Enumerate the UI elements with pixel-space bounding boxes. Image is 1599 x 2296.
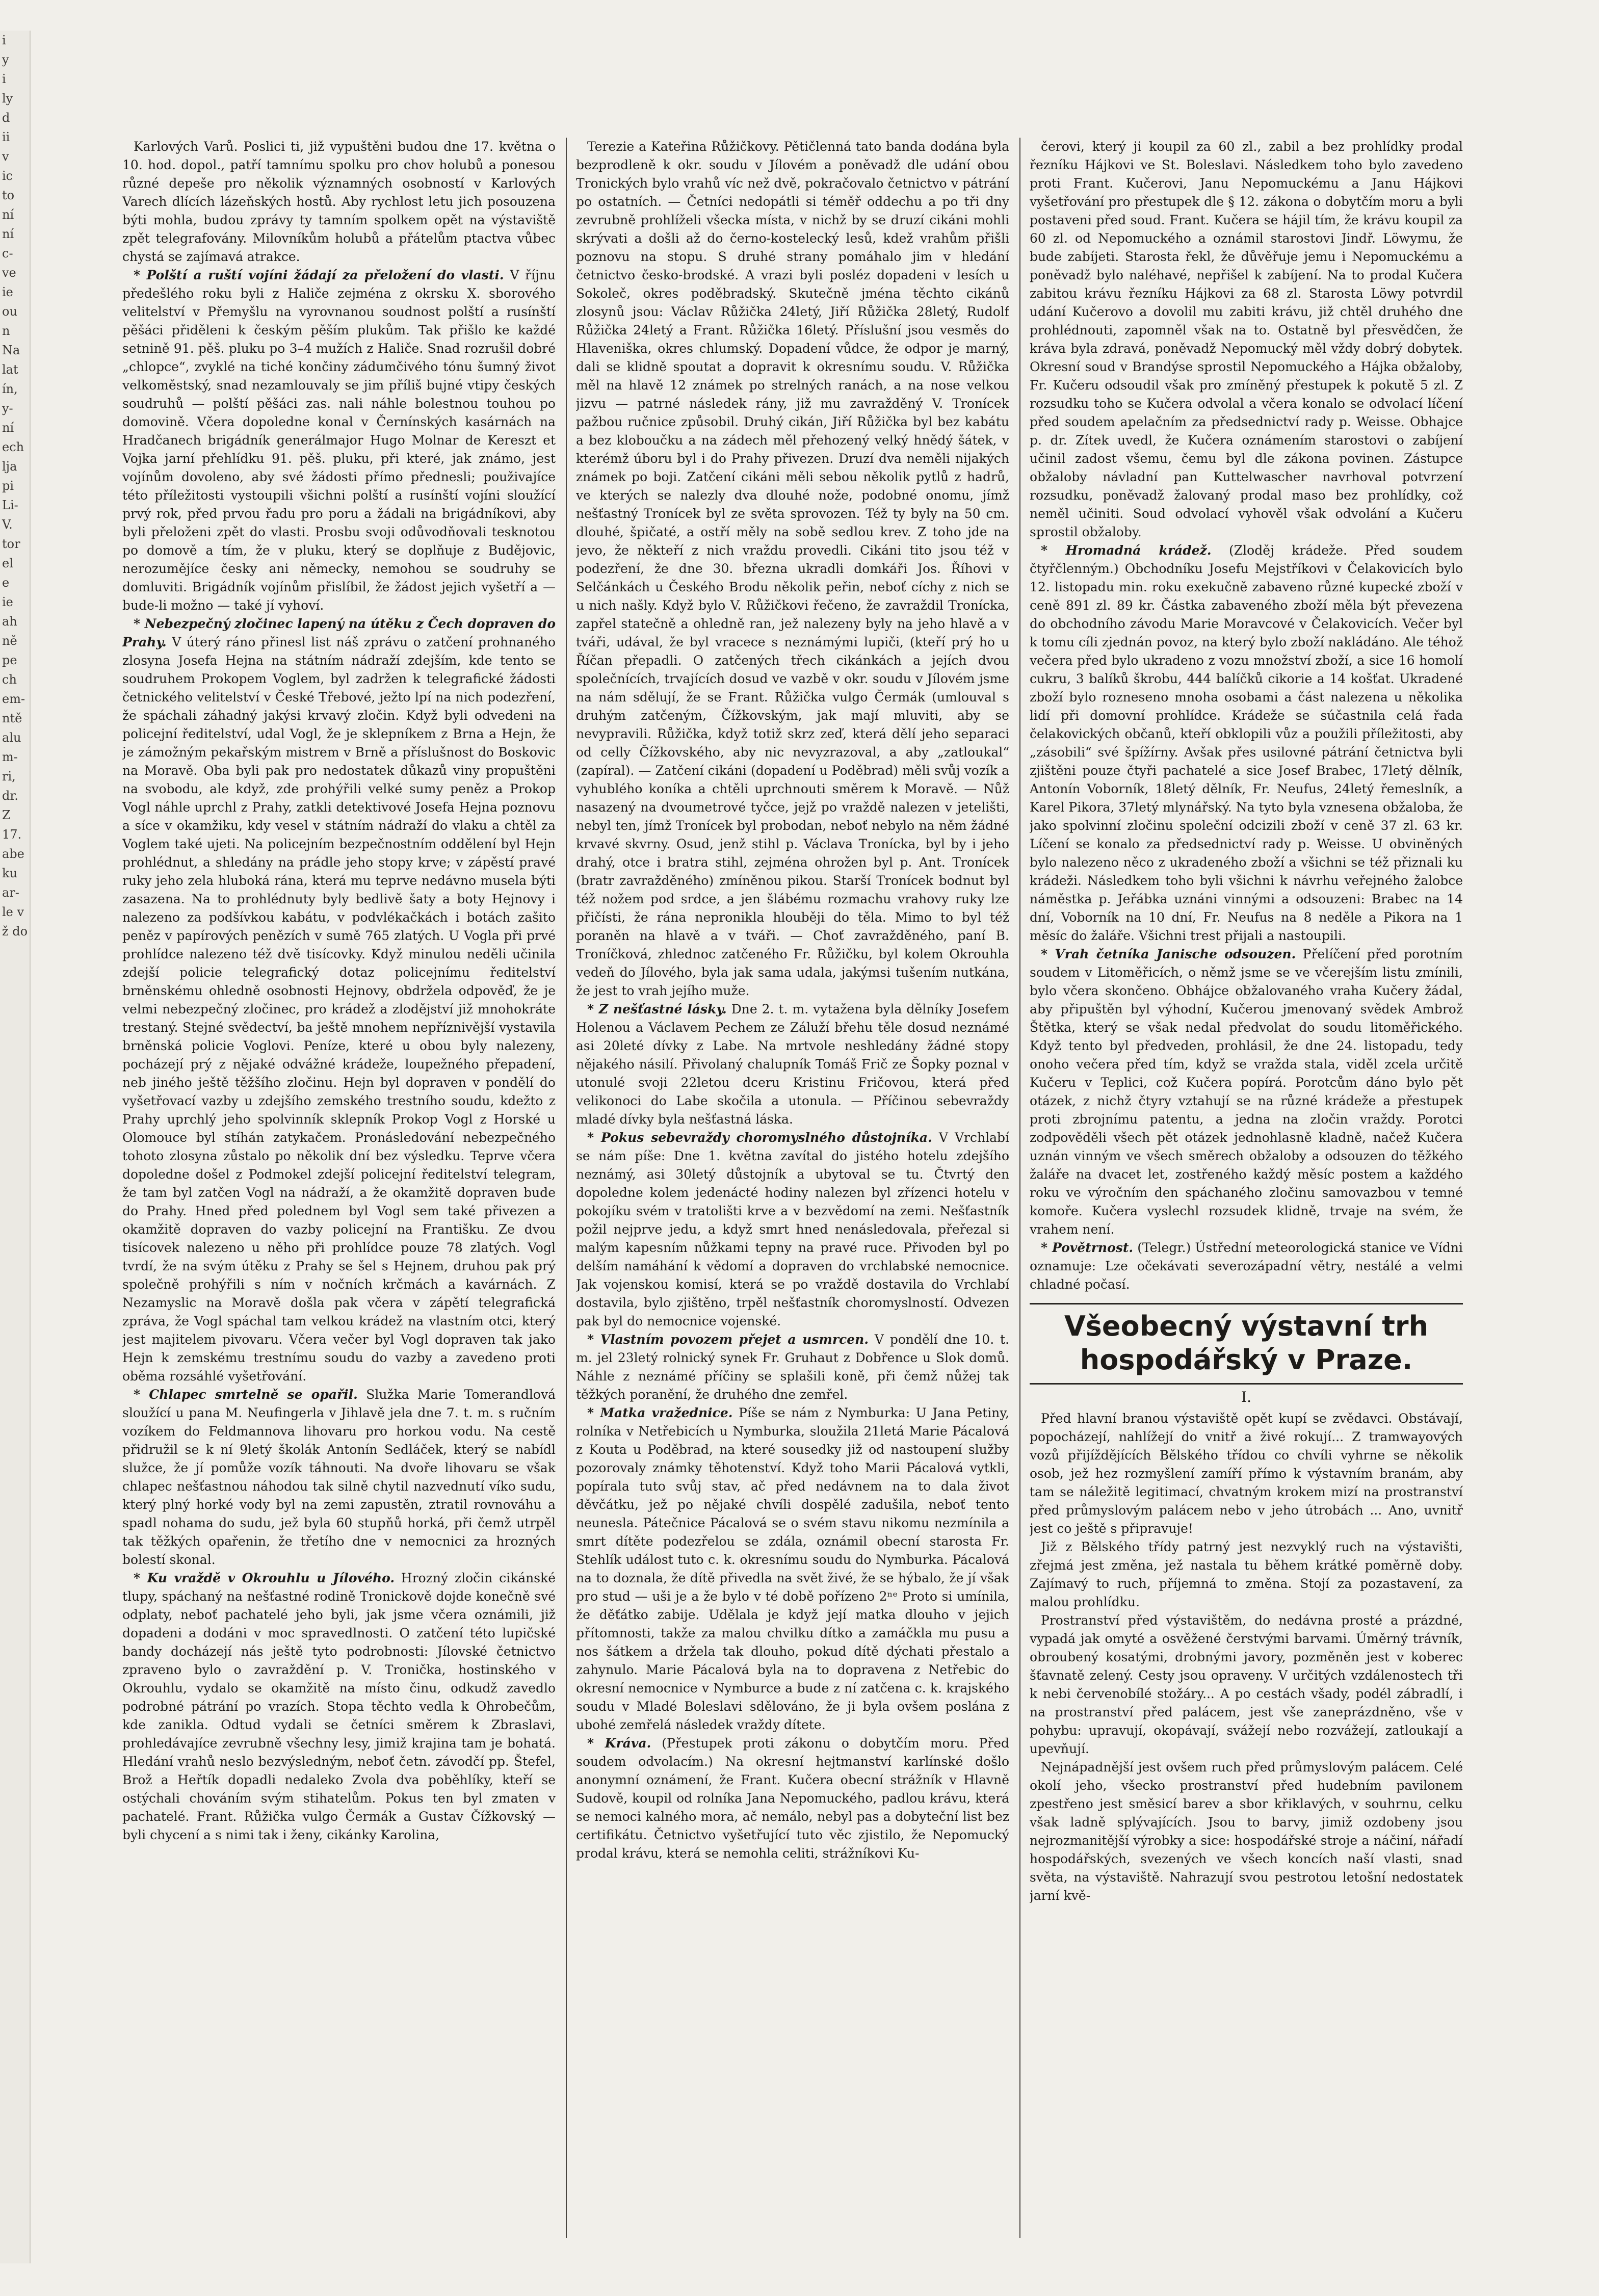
- margin-fragment: abe: [2, 847, 24, 861]
- margin-fragment: dr.: [2, 789, 18, 803]
- margin-fragment: ar-: [2, 885, 19, 900]
- article-paragraph: [1030, 541, 1463, 945]
- margin-fragment: em-: [2, 692, 25, 706]
- article-headline: * Hromadná krádež.: [1041, 543, 1212, 558]
- section-title: Všeobecný výstavní trh hospodářský v Praze.: [1030, 1303, 1463, 1385]
- margin-fragment: ž do: [2, 924, 28, 938]
- article-paragraph: [122, 138, 556, 266]
- margin-fragment: d: [2, 111, 10, 125]
- article-body: (Telegr.) Ústřední meteorologická stanice ve Vídni oznamuje: Lze očekávati severozápadní větry, nestálé a velmi chladné počasí.: [1030, 1240, 1463, 1292]
- margin-fragment: V.: [2, 517, 13, 532]
- margin-fragment: ii: [2, 130, 10, 144]
- margin-fragment: ri,: [2, 769, 16, 784]
- article-paragraph: [1030, 945, 1463, 1239]
- margin-fragment: e: [2, 576, 10, 590]
- column-rule: [566, 138, 567, 2238]
- article-body: (Zloděj krádeže. Před soudem čtyřčlenným.) Obchodníku Josefu Mejstříkovi v Čelakovicích bylo 12. listopadu min. roku exekučně zabaveno různé kupecké zboží v ceně 891 zl. 89 kr. Částka zabaveného zboží měla být převezena do obchodního závodu Marie Moravcové v Čelakovicích. Večer byl k tomu cíli zjednán povoz, na který bylo zboží nakládáno. Ale téhož večera před bylo ukradeno z vozu množství zboží, a sice 16 homolí cukru, 3 balíků škrobu, 444 balíčků cikorie a 14 košťat. Ukradené zboží bylo rozneseno mnoha osobami a část nalezena u několika lidí při domovní prohlídce. Krádeže se súčastnila celá řada čelakovických občanů, kteří obklopili vůz a použili příležitosti, aby „zásobili“ své špížírny. Avšak přes usilovné pátrání četnictva byli zjištěni pouze čtyři pachatelé a sice Josef Brabec, 17letý dělník, Antonín Voborník, 18letý dělník, Fr. Neufus, 24letý řemeslník, a Karel Pikora, 37letý mlynářský. Na tyto byla vznesena obžaloba, že jako spolvinní zločinu společní odcizili zboží v ceně 37 zl. 63 kr. Líčení se konalo za předsednictví rady p. Weisse. U obviněných bylo nalezeno něco z ukradeného zboží a všichni se též přiznali ku krádeži. Následkem toho byli všichni k návrhu veřejného žalobce náměstka p. Jeřábka uznáni vinnými a odsouzeni: Brabec na 14 dní, Voborník na 10 dní, Fr. Neufus na 8 neděle a Pikora na 1 měsíc do žaláře. Všichni trest přijali a nastoupili.: [1030, 543, 1463, 943]
- margin-fragment: i: [2, 72, 6, 86]
- margin-fragment: lja: [2, 459, 17, 474]
- article-headline: * Chlapec smrtelně se opařil.: [134, 1387, 358, 1402]
- margin-fragment: ou: [2, 304, 17, 319]
- article-body: čerovi, který ji koupil za 60 zl., zabil a bez prohlídky prodal řezníku Hájkovi ve St. Boleslavi. Následkem toho bylo zavedeno proti Frant. Kučerovi, Janu Nepomuckému a Janu Hájkovi vyšetřování pro přestupek dle § 12. zákona o dobytčím moru a byli postaveni před soud. Frant. Kučera se hájil tím, že krávu koupil za 60 zl. od Nepomuckého a oznámil starostovi Jindř. Löwymu, že bude zabíjeti. Starosta řekl, že důvěřuje jemu i Nepomuckému a poněvadž bylo naléhavé, nepřišel k zabíjení. Na to prodal Kučera zabitou krávu řezníku Hájkovi za 68 zl. Starosta Löwy potvrdil udání Kučerovo a dovolil mu zabiti krávu, již chtěl druhého dne prohlédnouti, zapomněl však na to. Ostatně byl přesvědčen, že kráva byla zdravá, poněvadž Nepomucký měl vždy dobrý dobytek. Okresní soud v Brandýse sprostil Nepomuckého a Hájka obžaloby, Fr. Kučeru odsoudil však pro zmíněný přestupek k pokutě 5 zl. Z rozsudku toho se Kučera odvolal a včera konalo se odvolací líčení před soudem apelačním za předsednictví rady p. Weisse. Obhajce p. dr. Zítek uvedl, že Kučera oznámením starostovi o zabíjení učinil zadost všemu, čemu byl dle zákona povinen. Zástupce obžaloby návladní pan Kuttelwascher navrhoval potvrzení rozsudku, poněvadž žalovaný prodal maso bez prohlídky, což neměl učiniti. Soud odvolací vyhověl však odvolání a Kučeru sprostil obžaloby.: [1030, 139, 1463, 539]
- margin-fragment: ic: [2, 169, 13, 183]
- article-headline: * Vlastním povozem přejet a usmrcen.: [587, 1332, 869, 1347]
- article-paragraph: Nejnápadnější jest ovšem ruch před průmyslovým palácem. Celé okolí jeho, všecko prostranství před hudebním pavilonem zpestřeno jest směsicí barev a sbor křiklavých, v souhrnu, celku však ladně splývajících. Jsou to barvy, jimiž ozdobeny jsou nejrozmanitější výrobky a sice: hospodářské stroje a náčiní, nářadí hospodářských, svezených ve všech koncích naší vlasti, snad světa, na výstaviště. Nahrazují svou pestrotou letošní nedostatek jarní kvě-: [1030, 1760, 1463, 1903]
- article-paragraph: [122, 266, 556, 615]
- article-paragraph: [576, 1330, 1009, 1404]
- article-paragraph: [122, 1386, 556, 1569]
- margin-fragment: ch: [2, 672, 17, 687]
- article-body: Dne 2. t. m. vytažena byla dělníky Josefem Holenou a Václavem Pechem ze Záluží břehu těle dosud neznámé asi 20leté dívky z Labe. Na mrtvole neshledány žádné stopy nějakého násilí. Přivolaný chalupník Tomáš Frič ze Šopky poznal v utonulé svoji 22letou dceru Kristinu Fričovou, která před velikonoci do Labe skočila a utonula. — Příčinou sebevraždy mladé dívky byla nešťastná láska.: [576, 1002, 1009, 1127]
- margin-fragment: alu: [2, 730, 21, 745]
- margin-fragment: ie: [2, 285, 13, 299]
- article-paragraph: [576, 1129, 1009, 1330]
- margin-fragment: ve: [2, 266, 16, 280]
- margin-fragment: v: [2, 149, 9, 164]
- article-body: (Přestupek proti zákonu o dobytčím moru. Před soudem odvolacím.) Na okresní hejtmanství karlínské došlo anonymní oznámení, že Frant. Kučera obecní strážník v Hlavně Sudově, koupil od rolníka Jana Nepomuckého, padlou krávu, která se nemoci kalného mora, ač nemálo, nebyl pas a dobyteční list bez certifikátu. Četnictvo vyšetřující tuto věc zjistilo, že Nepomucký prodal krávu, která se nemohla celiti, strážníkovi Ku-: [576, 1736, 1009, 1861]
- margin-fragment: pe: [2, 653, 17, 667]
- margin-fragment: c-: [2, 246, 13, 260]
- margin-fragment: ně: [2, 634, 17, 648]
- margin-fragment: Z 17.: [2, 808, 22, 842]
- section-number: I.: [1241, 1389, 1251, 1405]
- margin-fragment: ah: [2, 614, 17, 629]
- article-body: Píše se nám z Nymburka: U Jana Petiny, rolníka v Netřebicích u Nymburka, sloužila 21letá Marie Pácalová z Kouta u Poděbrad, na které sousedky již od nastoupení služby pozorovaly známky těhotenství. Když toho Marii Pácalová vytkli, popírala tuto svůj stav, ač před nedávnem na to dala život děvčátku, jež po nějaké chvíli dospělé zadušila, neboť tento neunesla. Pátečnice Pácalová se o svém stavu nikomu nezmínila a smrt dítěte podezřelou se zdála, oznámil obecní starosta Fr. Stehlík událost tuto c. k. okresnímu soudu do Nymburka. Pácalová na to doznala, že dítě přivedla na svět živé, že se hýbalo, že jí však pro stud — uši je a že bylo v té době pořízeno 2ⁿᵉ Proto si umínila, že děťátko zabije. Udělala je když její matka dlouho v jejich přítomnosti, takže za malou chvilku dítko a zamáčkla mu pusu a nos šátkem a držela tak dlouho, pokud dítě dýchati přestalo a zahynulo. Marie Pácalová byla na to dopravena z Netřebic do okresní nemocnice v Nymburce a bude z ní zatčena c. k. krajského soudu v Mladé Boleslavi sdělováno, že ji byla ovšem poslána z ubohé zemřelá následek vraždy dítete.: [576, 1405, 1009, 1732]
- article-paragraph: [1030, 1239, 1463, 1294]
- margin-fragment: ly: [2, 91, 13, 106]
- margin-fragment: Li-: [2, 498, 18, 512]
- margin-fragment: to: [2, 188, 15, 202]
- article-headline: * Z nešťastné lásky.: [587, 1002, 727, 1016]
- margin-fragment: i: [2, 33, 6, 47]
- article-headline: * Pokus sebevraždy choromyslného důstojníka.: [587, 1130, 932, 1145]
- article-body: Terezie a Kateřina Růžičkovy. Pětičlenná tato banda dodána byla bezprodleně k okr. soudu v Jílovém a poněvadž dle udání obou Tronických bylo vrahů víc než dvě, pokračovalo četnictvo v pátrání po ostatních. — Četníci nedopátli si téměř oddechu a po tři dny zevrubně prohlíželi všecka místa, v nichž by se druzí cikáni mohli skrývati a došli až do černo-kostelecký lesů, kdež vrahům přišli poznovu na stopu. S druhé strany pomáhalo jim v hledání četnictvo česko-brodské. A vrazi byli posléz dopadeni v lesích u Sokoleč, okres poděbradský. Skutečně jména těchto cikánů zlosynů jsou: Václav Růžička 24letý, Jiří Růžička 28letý, Rudolf Růžička 24letý a Frant. Růžička 16letý. Příslušní jsou vesměs do Hlaveniška, okres chlumský. Dopadení vůdce, že odpor je marný, dali se klidně spoutat a dopravit k okresnímu soudu. V. Růžička měl na hlavě 12 známek po strelných ranách, a na nose velkou jizvu — patrné následek rány, již mu zavražděný V. Tronícek pažbou ručnice způsobil. Druhý cikán, Jiří Růžička byl bez kabátu a bez kloboučku a na zádech měl přehozený velký hnědý šátek, v kterémž úboru byl i do Prahy přivezen. Druzí dva neměli nijakých známek po boji. Zatčení cikáni měli sebou několik pytlů z hadrů, ve kterých se nalezly dva dlouhé nože, podobné onomu, jímž nešťastný Tronícek byl ze světa sprovozen. Též ty byly na 50 cm. dlouhé, špičaté, a ostří měly na sobě sedlou krev. Z toho jde na jevo, že někteří z nich vraždu provedli. Cikáni tito jsou též v podezření, že dne 30. března ukradli domkáři Jos. Říhovi v Selčánkách u Českého Brodu několik peřin, neboť cíchy z nich se u nich našly. Když bylo V. Růžičkovi řečeno, že zavraždil Tronícka, zapřel statečně a ohledně ran, jež nalezeny byly na jeho hlavě a v tváři, udával, že byl vracece s neznámými lupiči, (kteří prý ho u Říčan přepadli. O zatčených třech cikánkách a jejích dvou společnících, trvajících dosud ve vazbě v okr. soudu v Jílovém jsme na nám sdělují, že se Frant. Růžička vulgo Čermák (umlouval s druhým zatčeným, Čížkovským, jak mají mluviti, aby se nevypravili. Růžička, když totiž skrz zeď, která dělí jeho separaci od celly Čížkovského, aby nic nevyzrazoval, a aby „zatloukal“ (zapíral). — Zatčení cikáni (dopadení u Poděbrad) měli svůj vozík a vyhublého koníka a chtěli uprchnouti směrem k Moravě. — Nůž nasazený na dvoumetrové tyčce, jejž po vraždě nalezen v jetelišti, nebyl ten, jímž Tronícek byl probodan, neboť nebylo na něm žádné krvavé skvrny. Osud, jenž stihl p. Václava Tronícka, byl by i jeho drahý, otce i bratra stihl, zejména ohrožen byl p. Ant. Tronícek (bratr zavražděného) zmíněnou pikou. Starší Tronícek bodnut byl též nožem pod srdce, a jen šlábému rozmachu vrahovy ruky lze přičísti, že rána nepronikla hlouběji do těla. Mimo to byl též poraněn na hlavě a v tváři. — Choť zavražděného, paní B. Troníčková, zhlednoc zatčeného Fr. Růžičku, byl kolem Okrouhla vedeň do Jílového, byla jak sama udala, jakýmsi tušením nutkána, že jest to vrah jejího muže.: [576, 139, 1009, 998]
- margin-fragment: ní: [2, 227, 14, 241]
- article-body: V říjnu předešlého roku byli z Haliče zejména z okrsku X. sborového velitelství v Přemyšlu na vyrovnanou soudnost polští a rusínští pěšáci přiděleni k českým pěším plukům. Tak přišlo ke každé setnině 91. pěš. pluku po 3–4 mužích z Haliče. Snad rozrušil dobré „chlopce“, zvyklé na tiché končiny zádumčivého tónu šumný život velkoměstský, snad nezamlouvaly se jim příliš bujné vtipy českých soudruhů — polští pěšáci zas. nali náhle bolestnou touhou po domovině. Včera dopoledne konal v Černínských kasárnách na Hradčanech brigádník generálmajor Hugo Molnar de Kereszt et Vojka jarní přehlídku 91. pěš. pluku, při které, jak známo, jest vojínům dovoleno, aby své žádosti přímo přednesli; použivajíce této příležitosti vystoupili všichni polští a rusínští vojíni sloužící prvý rok, před prvou řadu pro poru a žádali na brigádníkovi, aby byli přeloženi zpět do vlasti. Prosbu svoji odůvodňovali tesknotou po domově a tím, že v pluku, který se doplňuje z Budějovic, nerozumějíce česky ani německy, nemohou se soudruhy se domluviti. Brigádník vojínům přislíbil, že žádost jejich vyšetří a — bude-li možno — také jí vyhoví.: [122, 268, 556, 613]
- newspaper-page: [122, 138, 1468, 2253]
- article-paragraph: [122, 1569, 556, 1844]
- article-headline: * Polští a ruští vojíni žádají za přeložení do vlasti.: [134, 268, 504, 282]
- margin-fragment: tor: [2, 537, 20, 551]
- article-paragraph: Před hlavní branou výstaviště opět kupí se zvědavci. Obstávají, popocházejí, nahlížejí do vnitř a živé rokují... Z tramwayových vozů přijíždějících Bělského třídou co chvíli vyhrne se několik osob, jež hez rozmyšlení zamíří přímo k výstavním branám, aby tam se náležitě legitimací, chvatným krokem mizí na prostranství před průmyslovým palácem nebo v jeho útrobách ... Ano, uvnitř jest co ještě s připravuje!: [1030, 1411, 1463, 1536]
- article-paragraph: [122, 615, 556, 1386]
- article-headline: * Povětrnost.: [1041, 1240, 1134, 1255]
- article-headline: * Ku vraždě v Okrouhlu u Jílového.: [134, 1571, 395, 1585]
- article-paragraph: [1030, 138, 1463, 541]
- column-1: [122, 138, 556, 2238]
- margin-fragment: m-: [2, 750, 18, 764]
- article-headline: * Vrah četníka Janische odsouzen.: [1041, 947, 1296, 961]
- margin-fragment: n: [2, 324, 10, 338]
- column-2: [576, 138, 1009, 2238]
- article-paragraph: [576, 1734, 1009, 1863]
- margin-fragment: el: [2, 556, 13, 570]
- article-body: Karlových Varů. Poslici ti, již vypuštěni budou dne 17. května o 10. hod. dopol., patří tamnímu spolku pro chov holubů a ponesou různé depeše pro několik významných osobností v Karlových Varech dlících lázeňských hostů. Aby rychlost letu jich posouzena býti mohla, budou zprávy ty tamním spolkem opět na výstaviště zpět telegrafovány. Milovníkům holubů a přátelům ptactva vůbec chystá se zajímavá atrakce.: [122, 139, 556, 264]
- margin-fragment: ní: [2, 207, 14, 222]
- margin-fragment: ie: [2, 595, 13, 609]
- margin-fragment: ku: [2, 866, 17, 880]
- column-3: [1030, 138, 1463, 2238]
- column-rule: [1019, 138, 1020, 2238]
- margin-fragment: ech: [2, 440, 24, 454]
- margin-fragment: le v: [2, 905, 24, 919]
- margin-fragment: ntě: [2, 711, 22, 725]
- margin-fragment: ín,: [2, 382, 18, 396]
- article-headline: * Nebezpečný zločinec lapený na útěku z Čech dopraven do Prahy.: [122, 616, 556, 649]
- article-paragraph: Již z Bělského třídy patrný jest nezvyklý ruch na výstavišti, zřejmá jest změna, jež nastala tu během krátké poměrně doby. Zajímavý to ruch, příjemná to změna. Stojí za pozastavení, za malou prohlídku.: [1030, 1540, 1463, 1609]
- article-body: V Vrchlabí se nám píše: Dne 1. května zavítal do jistého hotelu zdejšího neznámý, asi 30letý důstojník a ubytoval se tu. Čtvrtý den dopoledne kolem jedenácté hodiny nalezen byl zřízenci hotelu v pokojíku svém v tratolišti krve a v bezvědomí na zemi. Nešťastník požil nejprve jedu, a když smrt hned nenásledovala, přeřezal si malým kapesním nůžkami tepny na pravé ruce. Přivoden byl po delším namáhání k vědomí a dopraven do vrchlabské nemocnice. Jak vojenskou komisí, která se po vraždě dostavila do Vrchlabí dostavila, bylo zjištěno, trpěl nešťastník choromyslností. Odvezen pak byl do nemocnice vojenské.: [576, 1130, 1009, 1328]
- article-body: Služka Marie Tomerandlová sloužící u pana M. Neufingerla v Jihlavě jela dne 7. t. m. s ručním vozíkem do Feldmannova lihovaru pro horkou vodu. Na cestě přidružil se k ní 9letý školák Antonín Sedláček, který se nabídl služce, že jí pomůže vozík táhnouti. Na dvoře lihovaru se však chlapec nešťastnou náhodou tak silně chytil nazvednutí víko sudu, který plný horké vody byl na zemi zapustěn, ztratil rovnováhu a spadl nohama do sudu, jež byla 60 stupňů horká, při čemž utrpěl tak těžkých opařenin, že třetího dne v nemocnici za hrozných bolestí skonal.: [122, 1387, 556, 1567]
- adjacent-page-margin: [0, 31, 31, 2263]
- article-paragraph: [576, 138, 1009, 1000]
- margin-fragment: lat: [2, 362, 18, 377]
- article-body: Hrozný zločin cikánské tlupy, spáchaný na nešťastné rodině Tronickově dojde konečně své odplaty, neboť pachatelé jeho byli, jak jsme včera oznámili, již dopadeni a dodáni v moc spravedlnosti. O zatčení této lupičské bandy docházejí nás ještě tyto podrobnosti: Jílovské četnictvo zpraveno bylo o zavraždění p. V. Tronička, hostinského v Okrouhlu, vydalo se okamžitě na místo činu, odkudž zavedlo podrobné pátrání po vrazích. Stopa těchto vedla k Ohrobečům, kde zanikla. Odtud vydali se četníci směrem k Zbraslavi, prohledávajíce zevrubně všechny lesy, jimiž krajina tam je bohatá. Hledání vrahů neslo bezvýsledným, neboť četn. závodčí pp. Štefel, Brož a Heřtík dopadli nedaleko Zvola dva poběhlíky, kteří se ostýchali chováním svým stihatelům. Pokus ten byl zmaten v pachatelé. Frant. Růžička vulgo Čermák a Gustav Čížkovský — byli chycení a s nimi tak i ženy, cikánky Karolina,: [122, 1571, 556, 1842]
- article-body: Přelíčení před porotním soudem v Litoměřicích, o němž jsme se ve včerejším listu zmínili, bylo včera skončeno. Obhájce obžalovaného vraha Kučery žádal, aby připuštěn byl výhodní, Kučerou jmenovaný svědek Ambrož Štětka, který se však nedal předvolat do soudu litoměřického. Když tento byl předveden, prohlásil, že dne 24. listopadu, tedy onoho večera před tím, když se vražda stala, viděl zcela určitě Kučeru v Teplici, což Kučera popírá. Porotcům dáno bylo pět otázek, z nichž čtyry vztahují se na různé krádeže a přestupek proti zbrojnímu patentu, a jedna na zločin vraždy. Porotci zodpověděli všech pět otázek jednohlasně kladně, načež Kučera uznán vinným ve všech směrech obžaloby a odsouzen do těžkého žaláře na dvacet let, zostřeného každý měsíc postem a každého roku ve výročním den spáchaného zločinu samovazbou v temné komoře. Kučera vyslechl rozsudek klidně, trvaje na svém, že vrahem není.: [1030, 947, 1463, 1237]
- margin-fragment: Na: [2, 343, 20, 357]
- article-paragraph: [576, 1000, 1009, 1129]
- margin-fragment: y: [2, 53, 9, 67]
- margin-fragment: pi: [2, 479, 14, 493]
- article-body: V pondělí dne 10. t. m. jel 23letý rolnický synek Fr. Gruhaut z Dobřence u Slok domů. Náhle z neznámé příčiny se splašili koně, při čemž nůžej tak těžkých poranění, že druhého dne zemřel.: [576, 1332, 1009, 1402]
- article-headline: * Kráva.: [587, 1736, 651, 1751]
- margin-fragment: ní: [2, 421, 14, 435]
- article-body: V úterý ráno přinesl list náš zprávu o zatčení prohnaného zlosyna Josefa Hejna na státním nádraží zdejším, kde tento se soudruhem Prokopem Voglem, byl zadržen k telegrafické žádosti četnického velitelství v České Třebové, ježto lpí na nich podezření, že spáchali záhadný jakýsi krvavý zločin. Když byli odvedeni na policejní ředitelství, udal Vogl, že je sklepníkem z Brna a Hejn, že je zámožným pekařským mistrem v Brně a příslušnost do Boskovic na Moravě. Oba byli pak pro nedostatek důkazů viny propuštěni na svobodu, ale když, zde prohýřili velké sumy peněz a Prokop Vogl náhle uprchl z Prahy, zatkli detektivové Josefa Hejna poznovu a síce v okamžiku, kdy vesel v státním nádraží do vlaku a chtěl za Voglem také ujeti. Na policejním bezpečnostním oddělení byl Hejn prohlédnut, a shledány na prádle jeho stopy krve; v zápěstí pravé ruky jeho zela hluboká rána, která mu teprve nedávno musela býti zasazena. Na to prohlédnuty byly bedlivě šaty a boty Hejnovy i nalezeno za podšívkou kabátu, v podvlékačkách i botách zašito peněz v papírových penězích v sumě 765 zlatých. U Vogla při prvé prohlídce nalezeno též dvě tisícovky. Když minulou neděli učinila zdejší policie telegrafický dotaz policejnímu ředitelství brněnskému ohledně osobnosti Hejnovy, obdržela odpověď, že je velmi nebezpečný zločinec, pro krádež a zlodějství již mnohokráte trestaný. Stejné svědectví, ba ještě mnohem nepříznivější vystavila brněnská policie Voglovi. Peníze, které u obou byly nalezeny, pocházejí prý z nějaké odvážné krádeže, loupežného přepadení, neb jiného ještě těžšího zločinu. Hejn byl dopraven v pondělí do vyšetřovací vazby u zdejšího zemského trestního soudu, kdežto z Prahy uprchlý jeho spolvinník sklepník Prokop Vogl z Horské u Olomouce byl stíhán zatykačem. Pronásledování nebezpečného tohoto zlosyna zůstalo po několik dní bez výsledku. Teprve včera dopoledne došel z Podmokel zdejší policejní ředitelství telegram, že tam byl zatčen Vogl na nádraží, a že okamžitě dopraven bude do Prahy. Hned před polednem byl Vogl sem také přivezen a okamžitě dopraven do vazby policejní na Františku. Ze dvou tisícovek nalezeno u něho při prohlídce pouze 78 zlatých. Vogl tvrdí, že na svým útěku z Prahy se šel s Hejnem, druhou pak prý společně prohýřili s ním v nočních krčmách a kavárnách. Z Nezamyslic na Moravě došla pak včera v zápětí telegrafická zpráva, že Vogl spáchal tam velkou krádež na vlastním otci, který jest majitelem pivovaru. Včera večer byl Vogl dopraven tak jako Hejn k zemskému trestnímu soudu do vazby a zavedeno proti oběma rozsáhlé vyšetřování.: [122, 635, 556, 1384]
- article-paragraph: Prostranství před výstavištěm, do nedávna prosté a prázdné, vypadá jak omyté a osvěžené čerstvými barvami. Úměrný trávník, obroubený kosatými, drobnými javory, pozměněn jest v koberec šťavnatě zelený. Cesty jsou opraveny. V určitých vzdálenostech tři k nebi červenobílé stožáry... A po cestách všady, podél zábradlí, i na prostranství před palácem, jest vše zaneprázdněno, vše v pohybu: upravují, okopávají, svážejí nebo rozvážejí, zatloukají a upevňují.: [1030, 1613, 1463, 1756]
- article-headline: * Matka vražednice.: [587, 1405, 733, 1420]
- margin-fragment: y-: [2, 401, 13, 415]
- article-paragraph: [576, 1404, 1009, 1734]
